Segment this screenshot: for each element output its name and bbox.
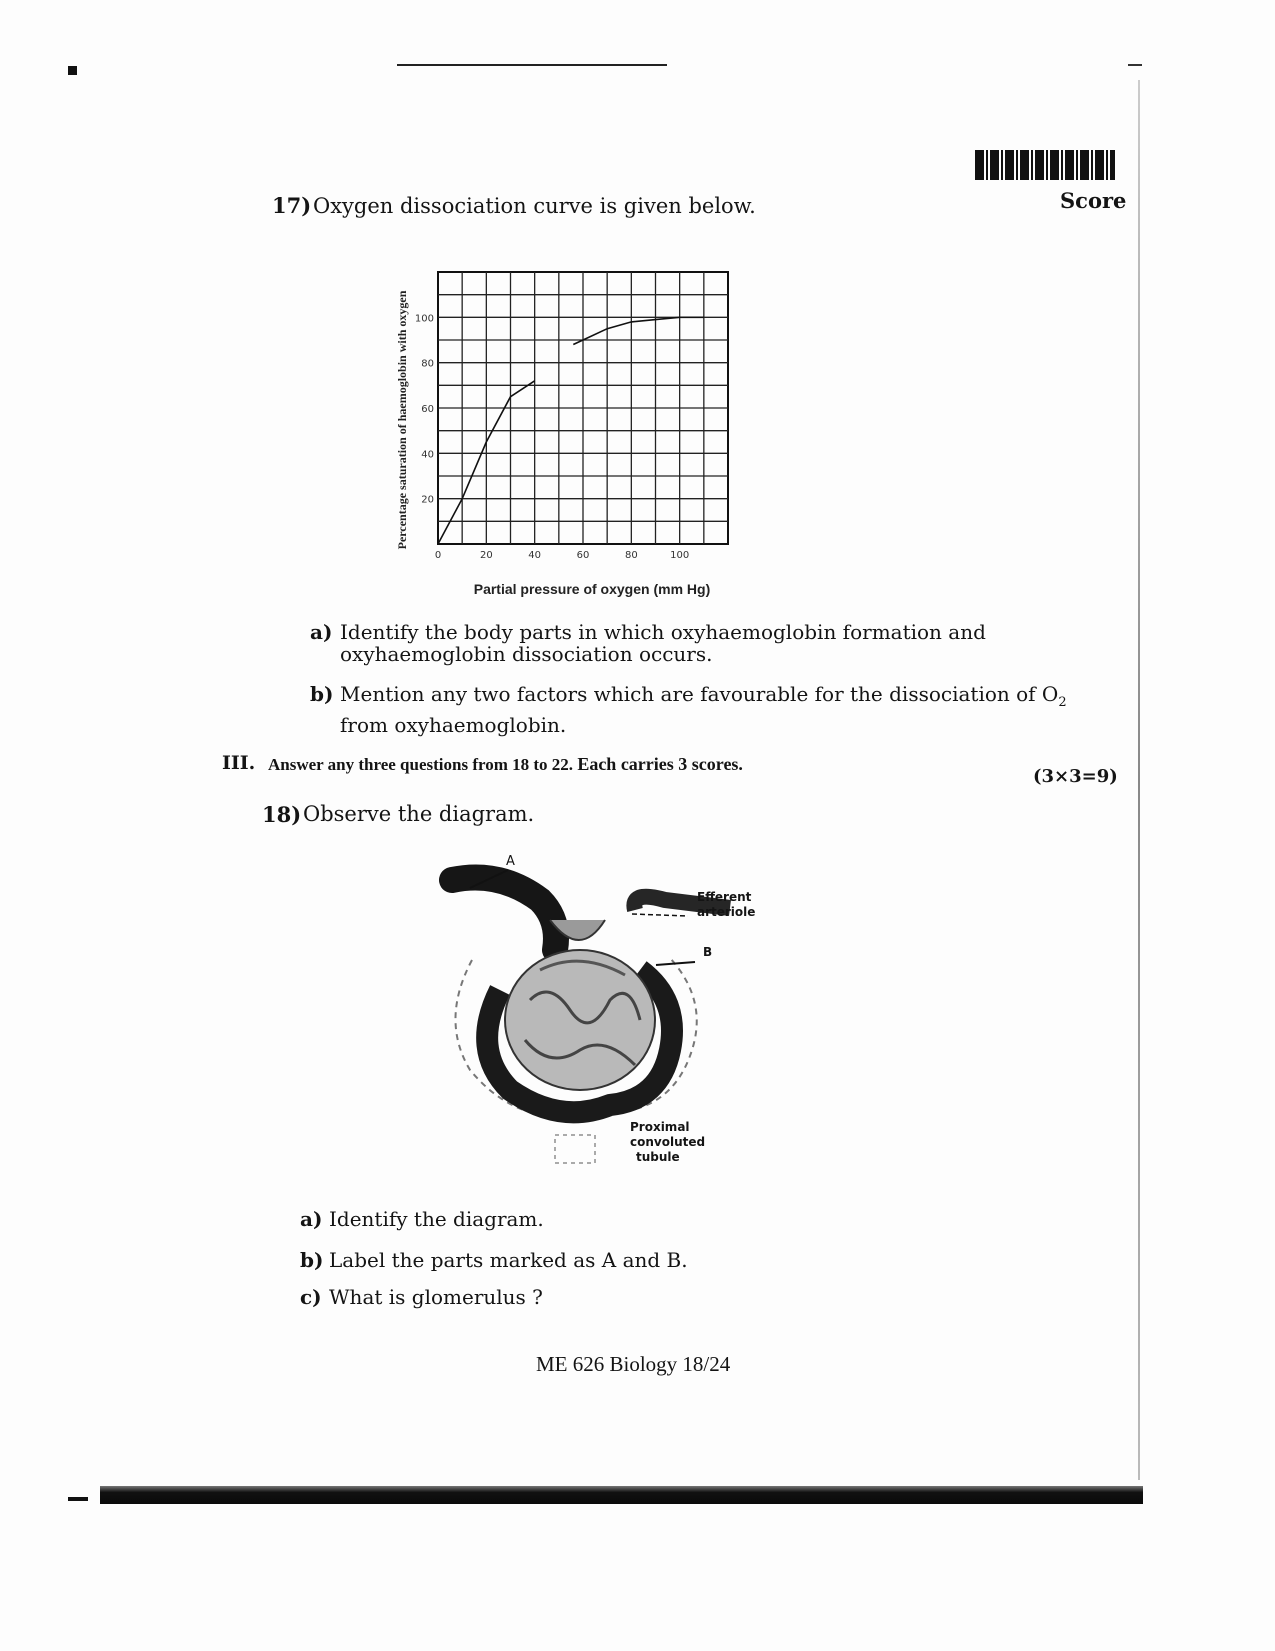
q17-b-text	[340, 683, 1100, 736]
x-tick-label: 20	[479, 550, 493, 561]
section-instruction	[268, 754, 743, 775]
leader-line-efferent	[632, 914, 688, 916]
top-rule	[397, 64, 667, 66]
leader-line-b	[656, 962, 695, 965]
q17-b-text-part1: Mention any two factors which are favourable for the dissociation of O	[340, 682, 1059, 706]
y-tick-label: 80	[421, 358, 434, 370]
q17-a-marker: a)	[310, 620, 333, 644]
y-tick-label: 40	[421, 449, 434, 461]
q17-b-subscript: 2	[1058, 695, 1067, 710]
right-edge-line	[1138, 80, 1140, 1480]
x-tick-label: 60	[576, 550, 590, 561]
afferent-arteriole	[452, 878, 556, 951]
barcode	[975, 150, 1115, 180]
x-axis-label: Partial pressure of oxygen (mm Hg)	[473, 581, 711, 597]
q18-a-text: Identify the diagram.	[329, 1207, 544, 1231]
x-tick-label: 0	[434, 550, 442, 561]
page-footer: ME 626 Biology 18/24	[536, 1352, 731, 1376]
q18-a-marker: a)	[300, 1207, 323, 1231]
bottom-left-mark	[68, 1497, 88, 1501]
label-a: A	[506, 854, 515, 869]
right-edge-tick	[1128, 64, 1142, 66]
x-tick-label: 100	[670, 550, 690, 561]
label-b: B	[703, 945, 713, 959]
label-pct-line3: tubule	[636, 1150, 680, 1164]
x-tick-label: 80	[624, 550, 638, 561]
q18-b-marker: b)	[300, 1248, 324, 1272]
x-tick-label: 40	[528, 550, 542, 561]
score-label: Score	[1060, 188, 1127, 213]
q17-text: Oxygen dissociation curve is given below.	[313, 194, 756, 218]
q18-c-text: What is glomerulus ?	[329, 1285, 543, 1309]
label-pct	[630, 1120, 705, 1165]
y-tick-label: 100	[414, 313, 434, 325]
label-efferent-line1: Efferent	[697, 890, 752, 904]
y-tick-label: 20	[421, 494, 434, 506]
q18-c-marker: c)	[300, 1285, 322, 1309]
section-marks: (3×3=9)	[1033, 766, 1118, 787]
oxygen-dissociation-chart	[380, 240, 760, 610]
label-pct-line1: Proximal	[630, 1120, 690, 1134]
q17-b-marker: b)	[310, 682, 334, 706]
corner-mark	[68, 66, 77, 75]
q17-number: 17)	[272, 193, 312, 218]
bottom-scan-bar	[100, 1486, 1143, 1504]
section-instruction-bold: Each carries 3 scores.	[577, 754, 743, 774]
q18-number: 18)	[262, 802, 302, 827]
label-efferent	[697, 890, 755, 920]
q18-text: Observe the diagram.	[303, 802, 535, 826]
label-pct-line2: convoluted	[630, 1135, 706, 1149]
section-numeral: III.	[222, 752, 256, 774]
section-instruction-text: Answer any three questions from 18 to 22.	[268, 755, 574, 774]
q17-a-text: Identify the body parts in which oxyhaemoglobin formation and oxyhaemoglobin dissociation occurs.	[340, 620, 986, 666]
q18-b-text: Label the parts marked as A and B.	[329, 1248, 688, 1272]
chart-svg	[380, 240, 760, 610]
y-axis-label: Percentage saturation of haemoglobin with oxygen	[395, 290, 409, 550]
y-tick-label: 60	[421, 404, 434, 415]
q17-b-text-part2: from oxyhaemoglobin.	[340, 713, 567, 737]
label-efferent-line2: arteriole	[697, 905, 756, 919]
tubule-sketch	[555, 1135, 595, 1163]
